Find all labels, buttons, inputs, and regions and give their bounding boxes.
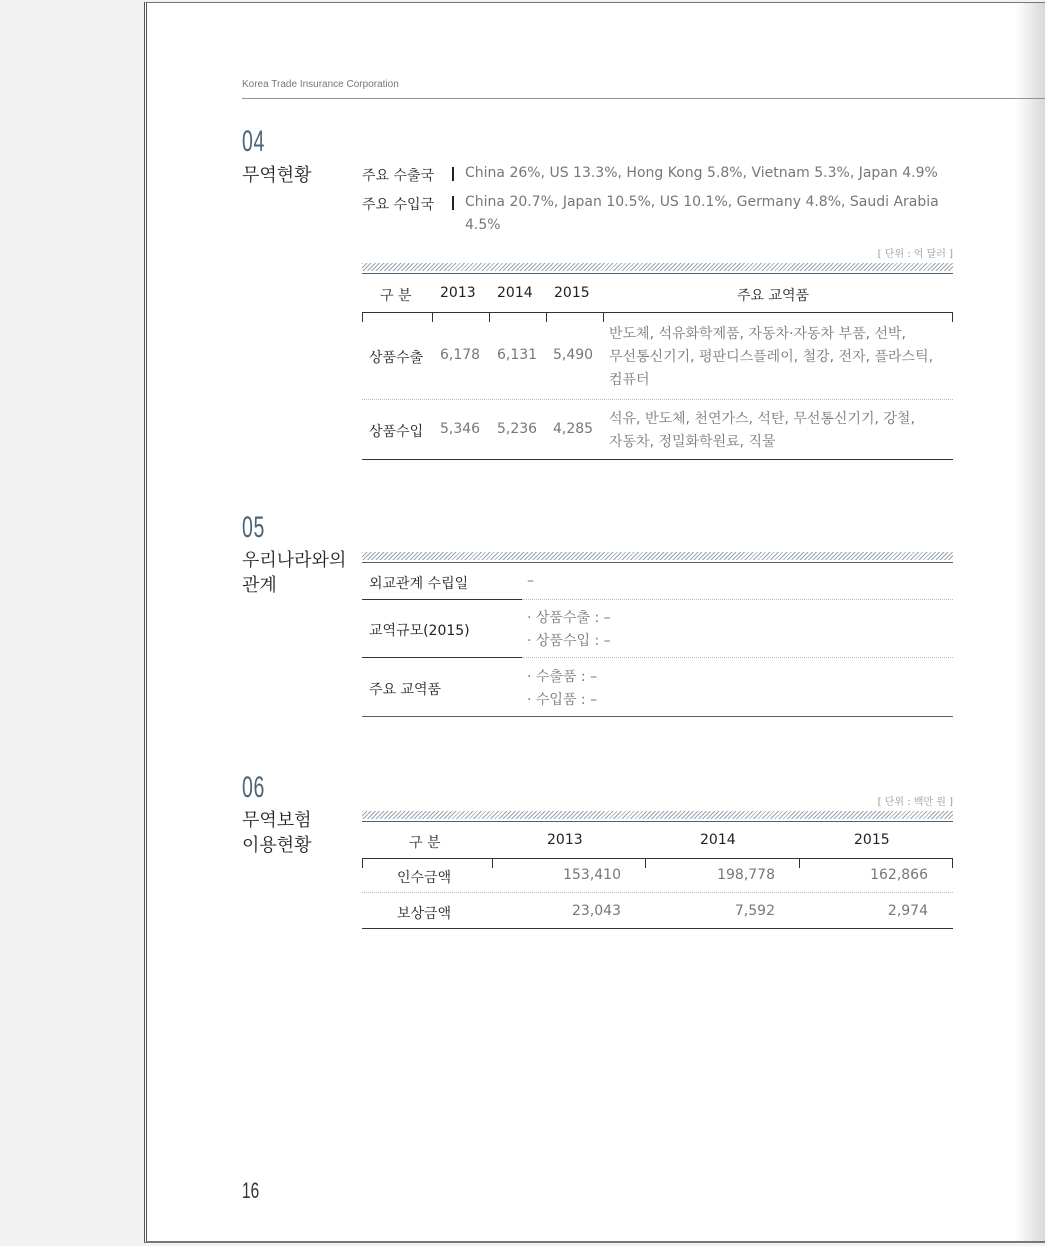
col-header-main-goods: 주요 교역품: [737, 288, 810, 304]
table-row-label: 상품수입: [369, 424, 424, 440]
relation-label-main-goods: 주요 교역품: [369, 682, 442, 698]
ins-cell-2013: 23,043: [572, 903, 621, 919]
section-05-title-line: 관계: [242, 575, 277, 596]
label-bar: [452, 167, 466, 181]
ins-header-category: 구 분: [409, 835, 441, 851]
ins-header-2014: 2014: [700, 832, 736, 848]
ins-cell-2014: 7,592: [734, 903, 775, 919]
col-tick: [645, 858, 646, 868]
section-04-title: 무역현황: [242, 165, 312, 186]
running-header: Korea Trade Insurance Corporation: [242, 79, 399, 90]
page-edge-shadow: [1015, 3, 1045, 1241]
row-divider: [362, 399, 953, 400]
section-05-title: [242, 548, 346, 598]
goods-line: 무선통신기기, 평판디스플레이, 철강, 전자, 플라스틱,: [609, 349, 934, 365]
table-row-label: 상품수출: [369, 350, 424, 366]
header-rule: [242, 98, 1045, 99]
ins-row-label: 보상금액: [397, 906, 452, 922]
trade-unit-note: [ 단위 : 억 달러 ]: [877, 249, 953, 260]
label-bar: [452, 196, 466, 210]
table-cell-2014: 5,236: [497, 421, 538, 437]
section-06-title-line: 무역보험: [242, 810, 312, 831]
relation-value-main-goods: [527, 666, 597, 712]
main-export-countries-value: China 26%, US 13.3%, Hong Kong 5.8%, Vietnam 5.3%, Japan 4.9%: [465, 165, 938, 181]
insurance-unit-note: [ 단위 : 백만 원 ]: [877, 797, 953, 808]
insurance-hatch-band: [362, 811, 953, 819]
table-cell-2014: 6,131: [497, 347, 538, 363]
page-number: 16: [242, 1178, 260, 1203]
goods-line: 자동차, 정밀화학원료, 직물: [609, 434, 776, 450]
relation-value-trade-size: [527, 607, 611, 653]
section-06-number: 06: [242, 771, 265, 804]
main-export-countries-label: 주요 수출국: [362, 168, 435, 184]
main-import-countries-value: China 20.7%, Japan 10.5%, US 10.1%, Germany 4.8%, Saudi Arabia: [465, 194, 939, 210]
goods-line: 석유, 반도체, 천연가스, 석탄, 무선통신기기, 강철,: [609, 411, 915, 427]
ins-cell-2014: 198,778: [717, 867, 775, 883]
col-header-category: 구 분: [380, 288, 412, 304]
relation-value-diplomatic: –: [527, 573, 534, 589]
col-tick: [362, 312, 363, 322]
col-tick: [799, 858, 800, 868]
table-cell-2015: 5,490: [553, 347, 594, 363]
section-04-number: 04: [242, 125, 265, 158]
table-hatch-band: [362, 263, 953, 271]
col-tick: [362, 858, 363, 868]
col-tick: [952, 312, 953, 322]
insurance-top-rule: [362, 821, 953, 822]
table-cell-2015: 4,285: [553, 421, 594, 437]
goods-line: 컴퓨터: [609, 372, 650, 388]
ins-bottom-rule: [362, 928, 953, 929]
section-05-title-line: 우리나라와의: [242, 550, 347, 571]
ins-cell-2015: 2,974: [887, 903, 928, 919]
relation-label-trade-size: 교역규모(2015): [369, 623, 470, 639]
label-col-rule: [362, 657, 522, 658]
col-header-2014: 2014: [497, 285, 533, 301]
relation-bottom-rule: [362, 716, 953, 717]
header-bottom-rule: [362, 312, 953, 313]
table-top-rule: [362, 273, 953, 274]
ins-header-2015: 2015: [854, 832, 890, 848]
main-import-countries-label: 주요 수입국: [362, 197, 435, 213]
relation-top-rule: [362, 562, 953, 563]
main-import-countries-value-cont: 4.5%: [465, 217, 501, 233]
row-divider: [362, 892, 953, 893]
section-06-title-line: 이용현황: [242, 835, 312, 856]
col-tick: [492, 858, 493, 868]
document-page: [144, 2, 1045, 1243]
section-06-title: [242, 808, 312, 858]
label-col-rule: [362, 599, 522, 600]
table-cell-goods: [609, 323, 933, 392]
col-tick: [489, 312, 490, 322]
col-tick: [546, 312, 547, 322]
table-cell-2013: 5,346: [440, 421, 481, 437]
goods-line: 반도체, 석유화학제품, 자동차·자동차 부품, 선박,: [609, 326, 907, 342]
col-header-2015: 2015: [554, 285, 590, 301]
section-05-number: 05: [242, 511, 265, 544]
col-tick: [952, 858, 953, 868]
relation-line: · 수입품 : –: [527, 692, 598, 708]
col-tick: [603, 312, 604, 322]
ins-header-2013: 2013: [547, 832, 583, 848]
table-cell-goods: [609, 408, 915, 454]
ins-header-bottom-rule: [362, 858, 953, 859]
col-header-2013: 2013: [440, 285, 476, 301]
ins-cell-2013: 153,410: [563, 867, 621, 883]
table-bottom-rule: [362, 459, 953, 460]
table-cell-2013: 6,178: [440, 347, 481, 363]
ins-row-label: 인수금액: [397, 870, 452, 886]
relation-hatch-band: [362, 552, 953, 560]
relation-line: · 상품수입 : –: [527, 633, 611, 649]
relation-label-diplomatic: 외교관계 수립일: [369, 576, 469, 592]
relation-line: · 상품수출 : –: [527, 610, 611, 626]
col-tick: [432, 312, 433, 322]
relation-line: · 수출품 : –: [527, 669, 598, 685]
ins-cell-2015: 162,866: [870, 867, 928, 883]
